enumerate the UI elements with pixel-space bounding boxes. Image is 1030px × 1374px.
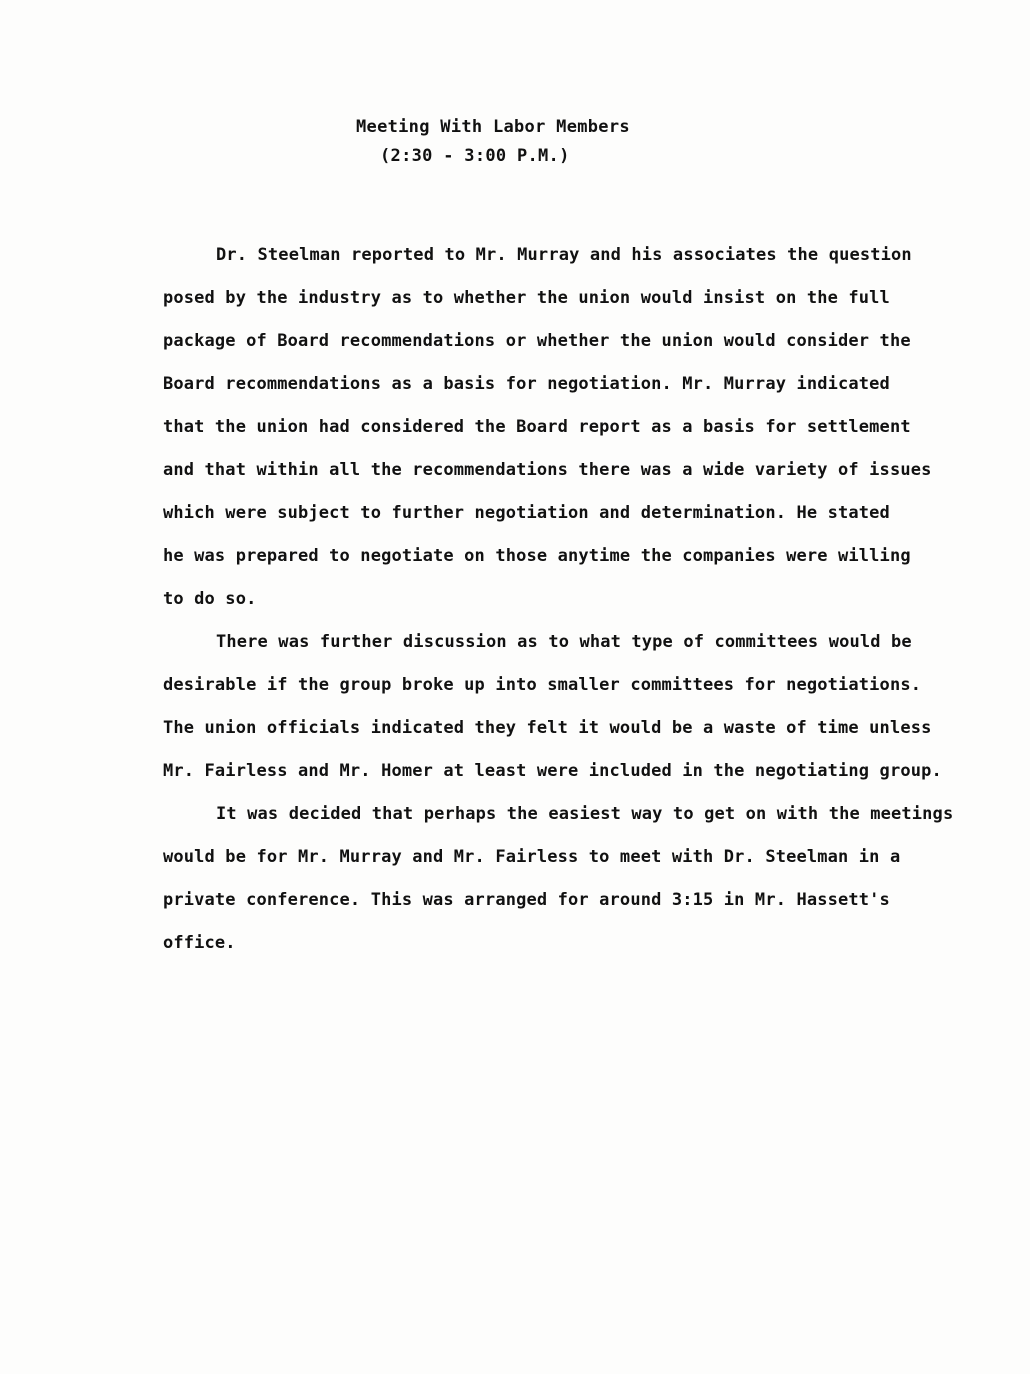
paragraph-1-line-5: that the union had considered the Board report as a basis for settlement (163, 417, 911, 437)
paragraph-1-line-8: he was prepared to negotiate on those anytime the companies were willing (163, 546, 911, 566)
paragraph-3-line-4: office. (163, 933, 236, 953)
paragraph-2-line-1: There was further discussion as to what type of committees would be (216, 632, 912, 652)
paragraph-1-line-3: package of Board recommendations or whether the union would consider the (163, 331, 911, 351)
paragraph-3-line-2: would be for Mr. Murray and Mr. Fairless to meet with Dr. Steelman in a (163, 847, 901, 867)
paragraph-2-line-4: Mr. Fairless and Mr. Homer at least were included in the negotiating group. (163, 761, 942, 781)
paragraph-1-line-4: Board recommendations as a basis for negotiation. Mr. Murray indicated (163, 374, 890, 394)
paragraph-1-line-2: posed by the industry as to whether the union would insist on the full (163, 288, 890, 308)
document-title: Meeting With Labor Members (356, 117, 630, 137)
paragraph-3-line-3: private conference. This was arranged for around 3:15 in Mr. Hassett's (163, 890, 890, 910)
meeting-time: (2:30 - 3:00 P.M.) (380, 146, 570, 166)
paragraph-3-line-1: It was decided that perhaps the easiest way to get on with the meetings (216, 804, 954, 824)
paragraph-1-line-9: to do so. (163, 589, 257, 609)
paragraph-1-line-1: Dr. Steelman reported to Mr. Murray and his associates the question (216, 245, 912, 265)
paragraph-1-line-7: which were subject to further negotiation and determination. He stated (163, 503, 890, 523)
paragraph-1-line-6: and that within all the recommendations there was a wide variety of issues (163, 460, 932, 480)
paragraph-2-line-2: desirable if the group broke up into smaller committees for negotiations. (163, 675, 922, 695)
paragraph-2-line-3: The union officials indicated they felt it would be a waste of time unless (163, 718, 932, 738)
